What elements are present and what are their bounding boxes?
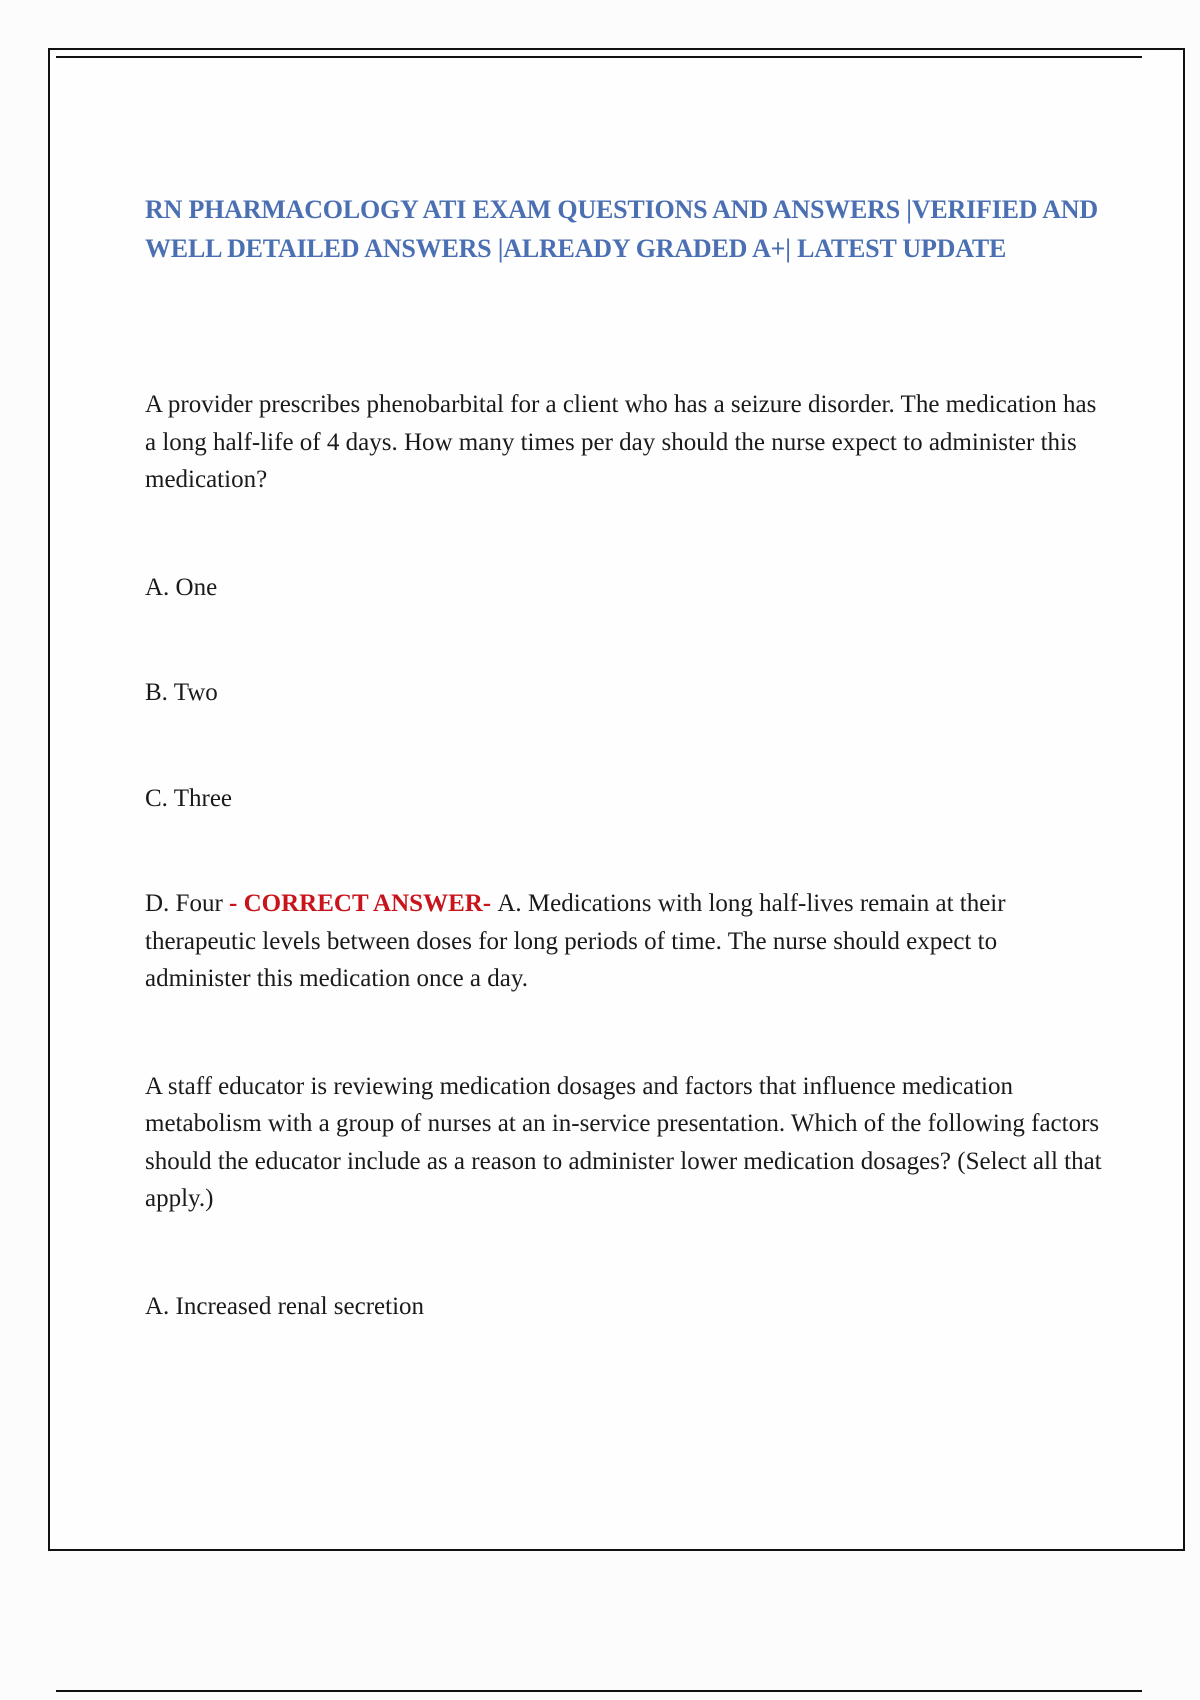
question-2-option-a: A. Increased renal secretion — [145, 1292, 425, 1320]
top-rule — [56, 56, 1142, 58]
question-1-option-b: B. Two — [145, 679, 218, 706]
question-1-option-d: D. Four — [145, 890, 223, 917]
question-1-option-a: A. One — [145, 573, 218, 601]
bottom-rule — [56, 1690, 1142, 1692]
question-1-rationale: A. Medications with long half-lives remain at their therapeutic levels between doses for long periods of time. The nurse should expect to administer this medication once a day. — [145, 890, 1006, 992]
question-2-text: A staff educator is reviewing medication dosages and factors that influence medication metabolism with a group of nurses at an in-service presentation. Which of the following factors should the educator include as a reason to administer lower medication dosages? (Select all that apply.) — [145, 1072, 1102, 1212]
document-title: RN PHARMACOLOGY ATI EXAM QUESTIONS AND ANSWERS |VERIFIED AND WELL DETAILED ANSWERS |ALREADY GRADED A+| LATEST UPDATE — [145, 195, 1098, 263]
question-1-option-c: C. Three — [145, 784, 233, 812]
question-1-option-d-with-answer — [145, 885, 1105, 998]
document-body — [145, 190, 1105, 1325]
correct-answer-marker: - CORRECT ANSWER- — [222, 890, 498, 917]
question-1-text: A provider prescribes phenobarbital for a client who has a seizure disorder. The medication has a long half-life of 4 days. How many times per day should the nurse expect to administer this medication? — [145, 391, 1097, 493]
